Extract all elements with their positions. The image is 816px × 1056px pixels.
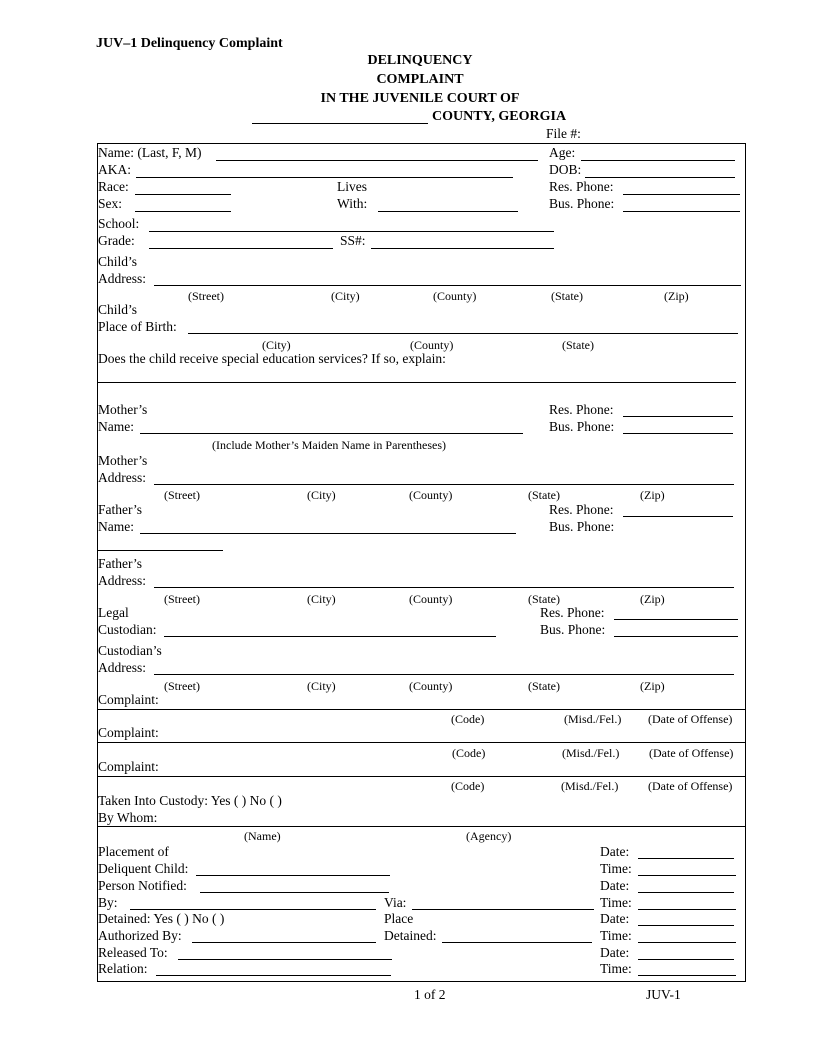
caption-misd-fel: (Misd./Fel.): [562, 746, 620, 760]
caption-county: (County): [433, 289, 477, 303]
fathers-label: Father’s: [98, 502, 142, 517]
released-to-field[interactable]: [178, 959, 392, 960]
bus-phone-field[interactable]: [623, 211, 740, 212]
bus-phone-label: Bus. Phone:: [549, 196, 615, 211]
by-field[interactable]: [130, 909, 376, 910]
time-label-1: Time:: [600, 861, 632, 876]
mother-address-label: Address:: [98, 470, 146, 485]
date-field-4[interactable]: [638, 959, 734, 960]
caption-code: (Code): [451, 779, 485, 793]
relation-label: Relation:: [98, 961, 148, 976]
caption-county: (County): [410, 338, 454, 352]
divider: [97, 776, 746, 777]
date-label-2: Date:: [600, 878, 630, 893]
placement-of-label: Placement of: [98, 844, 169, 859]
sex-label: Sex:: [98, 196, 123, 211]
caption-agency: (Agency): [466, 829, 512, 843]
mother-address-field[interactable]: [154, 484, 734, 485]
caption-county: (County): [409, 488, 453, 502]
custodian-res-phone-field[interactable]: [614, 619, 738, 620]
fathers-label-2: Father’s: [98, 556, 142, 571]
time-label-3: Time:: [600, 928, 632, 943]
father-address-field[interactable]: [154, 587, 734, 588]
person-notified-field[interactable]: [200, 892, 389, 893]
taken-into-custody: Taken Into Custody: Yes ( ) No ( ): [98, 793, 282, 808]
relation-field[interactable]: [156, 975, 391, 976]
caption-county: (County): [409, 679, 453, 693]
complaint-2-label: Complaint:: [98, 725, 159, 740]
legal-label: Legal: [98, 605, 129, 620]
complaint-1-label: Complaint:: [98, 692, 159, 707]
lives-label: Lives: [337, 179, 367, 194]
caption-street: (Street): [188, 289, 224, 303]
complaint-3-label: Complaint:: [98, 759, 159, 774]
child-address-field[interactable]: [154, 285, 741, 286]
sex-field[interactable]: [135, 211, 231, 212]
caption-code: (Code): [451, 712, 485, 726]
date-label-3: Date:: [600, 911, 630, 926]
time-label-2: Time:: [600, 895, 632, 910]
caption-date-of-offense: (Date of Offense): [649, 746, 734, 760]
caption-zip: (Zip): [664, 289, 689, 303]
date-label-4: Date:: [600, 945, 630, 960]
caption-zip: (Zip): [640, 488, 665, 502]
time-field-1[interactable]: [638, 875, 736, 876]
custodian-address-field[interactable]: [154, 674, 734, 675]
name-field[interactable]: [216, 160, 538, 161]
date-field-2[interactable]: [638, 892, 734, 893]
maiden-caption: (Include Mother’s Maiden Name in Parentheses): [212, 438, 447, 452]
person-notified-label: Person Notified:: [98, 878, 187, 893]
caption-city: (City): [262, 338, 291, 352]
deliquent-child-label: Deliquent Child:: [98, 861, 189, 876]
page-number: 1 of 2: [414, 987, 446, 1002]
custodian-bus-phone-field[interactable]: [614, 636, 738, 637]
mother-res-phone-label: Res. Phone:: [549, 402, 614, 417]
aka-field[interactable]: [136, 177, 513, 178]
authorized-by-field[interactable]: [192, 942, 376, 943]
via-label: Via:: [384, 895, 407, 910]
title-court: IN THE JUVENILE COURT OF: [320, 91, 520, 106]
race-label: Race:: [98, 179, 129, 194]
father-name-label: Name:: [98, 519, 134, 534]
county-line[interactable]: [252, 123, 428, 124]
with-label: With:: [337, 196, 368, 211]
authorized-by-label: Authorized By:: [98, 928, 182, 943]
custodian-res-phone-label: Res. Phone:: [540, 605, 605, 620]
divider: [97, 709, 746, 710]
via-field[interactable]: [412, 909, 594, 910]
lives-with-field[interactable]: [378, 211, 518, 212]
res-phone-label: Res. Phone:: [549, 179, 614, 194]
mother-name-label: Name:: [98, 419, 134, 434]
place-of-birth-label: Place of Birth:: [98, 319, 177, 334]
caption-state: (State): [528, 488, 560, 502]
caption-city: (City): [331, 289, 360, 303]
custodians-label: Custodian’s: [98, 643, 162, 658]
divider: [97, 826, 746, 827]
form-box: [97, 143, 746, 982]
grade-label: Grade:: [98, 233, 135, 248]
dob-label: DOB:: [549, 162, 582, 177]
childs-label-2: Child’s: [98, 302, 138, 317]
grade-field[interactable]: [149, 248, 333, 249]
place-detained-field[interactable]: [442, 942, 592, 943]
time-field-2[interactable]: [638, 909, 736, 910]
time-label-4: Time:: [600, 961, 632, 976]
caption-city: (City): [307, 592, 336, 606]
aka-label: AKA:: [98, 162, 131, 177]
age-label: Age:: [549, 145, 576, 160]
caption-street: (Street): [164, 488, 200, 502]
childs-label: Child’s: [98, 254, 138, 269]
caption-county: (County): [409, 592, 453, 606]
caption-street: (Street): [164, 592, 200, 606]
caption-name: (Name): [244, 829, 281, 843]
caption-zip: (Zip): [640, 592, 665, 606]
child-address-label: Address:: [98, 271, 146, 286]
date-label-1: Date:: [600, 844, 630, 859]
date-field-1[interactable]: [638, 858, 734, 859]
time-field-3[interactable]: [638, 942, 736, 943]
dob-field[interactable]: [585, 177, 735, 178]
place-label: Place: [384, 911, 414, 926]
detained-yes-no: Detained: Yes ( ) No ( ): [98, 911, 225, 926]
custodian-address-label: Address:: [98, 660, 146, 675]
caption-state: (State): [551, 289, 583, 303]
mother-name-field[interactable]: [140, 433, 523, 434]
ssn-field[interactable]: [371, 248, 554, 249]
father-res-phone-label: Res. Phone:: [549, 502, 614, 517]
time-field-4[interactable]: [638, 975, 736, 976]
released-to-label: Released To:: [98, 945, 168, 960]
special-ed-question: Does the child receive special education services? If so, explain:: [98, 351, 446, 366]
caption-city: (City): [307, 679, 336, 693]
special-ed-field[interactable]: [98, 382, 736, 383]
ssn-label: SS#:: [340, 233, 366, 248]
school-field[interactable]: [149, 231, 554, 232]
title-delinquency: DELINQUENCY: [367, 53, 473, 68]
race-field[interactable]: [135, 194, 231, 195]
caption-state: (State): [562, 338, 594, 352]
file-number-label: File #:: [546, 126, 581, 141]
caption-date-of-offense: (Date of Offense): [648, 779, 733, 793]
caption-code: (Code): [452, 746, 486, 760]
age-field[interactable]: [581, 160, 735, 161]
deliquent-child-field[interactable]: [196, 875, 390, 876]
res-phone-field[interactable]: [623, 194, 740, 195]
father-bus-phone-label: Bus. Phone:: [549, 519, 615, 534]
place-of-birth-field[interactable]: [188, 333, 738, 334]
custodian-label: Custodian:: [98, 622, 157, 637]
caption-zip: (Zip): [640, 679, 665, 693]
father-res-phone-field[interactable]: [623, 516, 733, 517]
caption-state: (State): [528, 679, 560, 693]
form-id: JUV-1: [646, 987, 681, 1002]
caption-state: (State): [528, 592, 560, 606]
county-georgia: COUNTY, GEORGIA: [432, 109, 567, 124]
father-bus-phone-field[interactable]: [98, 550, 223, 551]
custodian-bus-phone-label: Bus. Phone:: [540, 622, 606, 637]
school-label: School:: [98, 216, 140, 231]
caption-date-of-offense: (Date of Offense): [648, 712, 733, 726]
title-complaint: COMPLAINT: [376, 72, 464, 87]
mother-bus-phone-field[interactable]: [623, 433, 733, 434]
caption-city: (City): [307, 488, 336, 502]
mother-res-phone-field[interactable]: [623, 416, 733, 417]
place-detained-label: Detained:: [384, 928, 437, 943]
by-whom-label: By Whom:: [98, 810, 158, 825]
caption-street: (Street): [164, 679, 200, 693]
mother-bus-phone-label: Bus. Phone:: [549, 419, 615, 434]
caption-misd-fel: (Misd./Fel.): [561, 779, 619, 793]
name-label: Name: (Last, F, M): [98, 145, 202, 160]
father-name-field[interactable]: [140, 533, 516, 534]
divider: [97, 742, 746, 743]
custodian-field[interactable]: [164, 636, 496, 637]
by-label: By:: [98, 895, 118, 910]
mothers-label: Mother’s: [98, 402, 148, 417]
date-field-3[interactable]: [638, 925, 734, 926]
caption-misd-fel: (Misd./Fel.): [564, 712, 622, 726]
father-address-label: Address:: [98, 573, 146, 588]
mothers-label-2: Mother’s: [98, 453, 148, 468]
form-title: JUV–1 Delinquency Complaint: [96, 36, 283, 51]
